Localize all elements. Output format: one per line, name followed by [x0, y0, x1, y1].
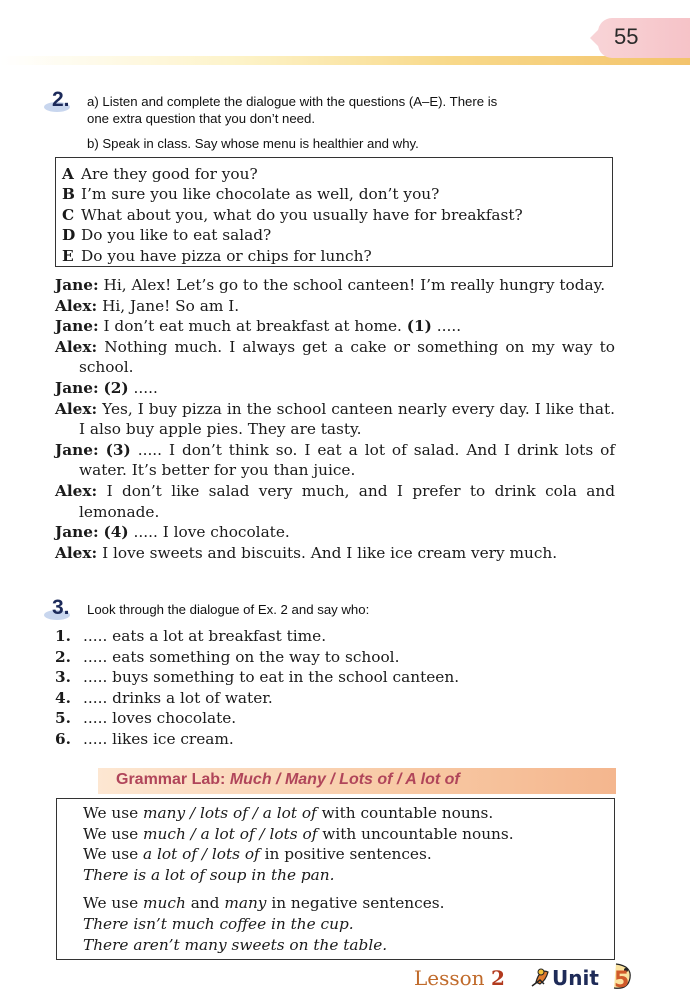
item-number: 1.	[55, 627, 71, 645]
grammar-example	[83, 914, 614, 935]
item-number: 6.	[55, 729, 71, 748]
exercise-3-list	[55, 626, 459, 750]
questions-box	[55, 157, 613, 267]
grammar-rule	[83, 844, 614, 865]
rule-text: in negative sentences.	[271, 894, 445, 913]
rule-keywords: many / lots of / a lot of	[143, 804, 317, 822]
speaker-name: Jane:	[55, 317, 99, 336]
exercise-3-number: 3.	[52, 596, 70, 619]
unit-5-logo	[530, 958, 640, 992]
unit-logo-word: Unit	[552, 966, 599, 990]
grammar-lab-label: Grammar Lab:	[116, 771, 226, 788]
list-item	[55, 667, 459, 688]
gap-marker: (2)	[103, 378, 129, 397]
dialogue-text: Hi, Jane! So am I.	[102, 296, 240, 315]
dialogue-line	[55, 399, 615, 440]
dialogue-text: Nothing much. I always get a cake or something on my way to school.	[79, 337, 615, 377]
lesson-word: Lesson	[414, 966, 485, 990]
gap-marker: (3)	[105, 440, 131, 459]
lesson-label	[414, 966, 505, 990]
dialogue-line	[55, 522, 615, 543]
dialogue-text: Yes, I buy pizza in the school canteen nearly every day. I like that. I also buy apple pies. They are tasty.	[79, 399, 615, 439]
grammar-rule	[83, 824, 614, 845]
item-text: ..... likes ice cream.	[83, 729, 234, 748]
instruction-a-line-1: a) Listen and complete the dialogue with the questions (A–E). There is	[87, 94, 498, 109]
speaker-name: Alex:	[55, 296, 98, 315]
list-item	[55, 729, 459, 750]
gap-marker: (4)	[103, 523, 129, 542]
grammar-rule	[83, 803, 614, 824]
example-sentence: There isn’t much coffee in the cup.	[83, 914, 354, 933]
list-item	[55, 647, 459, 668]
item-number: 4.	[55, 688, 71, 707]
rule-text: with uncountable nouns.	[322, 824, 514, 843]
header-band	[0, 56, 690, 65]
question-letter: E	[62, 246, 74, 265]
question-letter: D	[62, 226, 76, 245]
instruction-a-line-2: one extra question that you don’t need.	[87, 111, 316, 126]
dialogue-line	[55, 440, 615, 481]
exercise-2-number: 2.	[52, 88, 70, 111]
speaker-name: Jane:	[55, 378, 99, 397]
item-number: 3.	[55, 668, 71, 687]
dialogue	[55, 275, 615, 563]
page-number-tab	[598, 18, 690, 58]
rule-text: in positive sentences.	[264, 845, 432, 864]
example-sentence: There aren’t many sweets on the table.	[83, 935, 388, 954]
item-text: ..... drinks a lot of water.	[83, 688, 273, 707]
dialogue-line	[55, 275, 615, 296]
rule-text: with countable nouns.	[321, 804, 494, 822]
question-text: Are they good for you?	[81, 165, 258, 183]
dialogue-line	[55, 378, 615, 399]
dialogue-text: ..... I love chocolate.	[133, 523, 290, 542]
question-item	[62, 164, 612, 184]
question-item	[62, 205, 612, 225]
item-text: ..... buys something to eat in the school canteen.	[83, 668, 460, 687]
item-text: ..... eats something on the way to school.	[83, 647, 400, 666]
grammar-spacer	[83, 885, 614, 893]
speaker-name: Alex:	[55, 543, 98, 562]
dialogue-text: I don’t like salad very much, and I prefer to drink cola and lemonade.	[79, 481, 615, 521]
exercise-2-instruction-a	[87, 93, 497, 127]
dialogue-line	[55, 296, 615, 317]
question-letter: A	[62, 165, 74, 183]
rule-text: We use	[83, 845, 139, 864]
speaker-name: Alex:	[55, 481, 98, 500]
question-item	[62, 184, 612, 204]
question-text: Do you have pizza or chips for lunch?	[81, 246, 372, 265]
dialogue-text: ..... I don’t think so. I eat a lot of salad. And I drink lots of water. It’s better for you than juice.	[79, 440, 615, 480]
rule-text: We use	[83, 894, 139, 913]
rule-text: We use	[83, 804, 139, 822]
gap-dots: .....	[133, 378, 158, 397]
gap-dots: .....	[436, 317, 462, 336]
rule-text: We use	[83, 824, 139, 843]
item-text: ..... loves chocolate.	[83, 709, 237, 728]
list-item	[55, 688, 459, 709]
grammar-lab-topic: Much / Many / Lots of / A lot of	[229, 771, 460, 788]
dialogue-text: Hi, Alex! Let’s go to the school canteen! I’m really hungry today.	[103, 276, 606, 294]
grammar-lab-title	[116, 771, 460, 789]
speaker-name: Jane:	[55, 440, 99, 459]
example-sentence: There is a lot of soup in the pan.	[83, 865, 335, 884]
list-item	[55, 626, 459, 647]
exercise-3-instruction: Look through the dialogue of Ex. 2 and say who:	[87, 602, 370, 617]
dialogue-line	[55, 337, 615, 378]
speaker-name: Jane:	[55, 523, 99, 542]
question-text: I’m sure you like chocolate as well, don’t you?	[81, 185, 440, 204]
gap-marker: (1)	[406, 317, 432, 336]
question-letter: C	[62, 205, 75, 224]
grammar-box	[56, 798, 615, 960]
rule-keywords: many	[224, 894, 267, 913]
rule-keywords: much	[143, 894, 186, 913]
question-item	[62, 246, 612, 266]
rule-text: and	[190, 894, 220, 913]
dialogue-text: I don’t eat much at breakfast at home.	[103, 317, 402, 336]
dialogue-text: I love sweets and biscuits. And I like ice cream very much.	[102, 543, 558, 562]
exercise-2-instruction-b: b) Speak in class. Say whose menu is healthier and why.	[87, 136, 419, 151]
item-text: ..... eats a lot at breakfast time.	[83, 627, 327, 645]
speaker-name: Alex:	[55, 337, 98, 356]
question-letter: B	[62, 185, 75, 204]
page-number: 55	[614, 24, 639, 49]
grammar-example	[83, 935, 614, 956]
lesson-number: 2	[490, 966, 505, 990]
dialogue-line	[55, 543, 615, 564]
speaker-name: Alex:	[55, 399, 98, 418]
list-item	[55, 708, 459, 729]
item-number: 5.	[55, 709, 71, 728]
question-text: Do you like to eat salad?	[81, 226, 272, 245]
question-item	[62, 225, 612, 245]
grammar-example	[83, 865, 614, 886]
question-text: What about you, what do you usually have for breakfast?	[81, 205, 523, 224]
item-number: 2.	[55, 647, 71, 666]
rule-keywords: much / a lot of / lots of	[143, 824, 318, 843]
rule-keywords: a lot of / lots of	[143, 845, 260, 864]
unit-logo-number: 5	[614, 968, 630, 992]
dialogue-line	[55, 316, 615, 337]
grammar-rule	[83, 893, 614, 914]
dialogue-line	[55, 481, 615, 522]
speaker-name: Jane:	[55, 276, 99, 294]
